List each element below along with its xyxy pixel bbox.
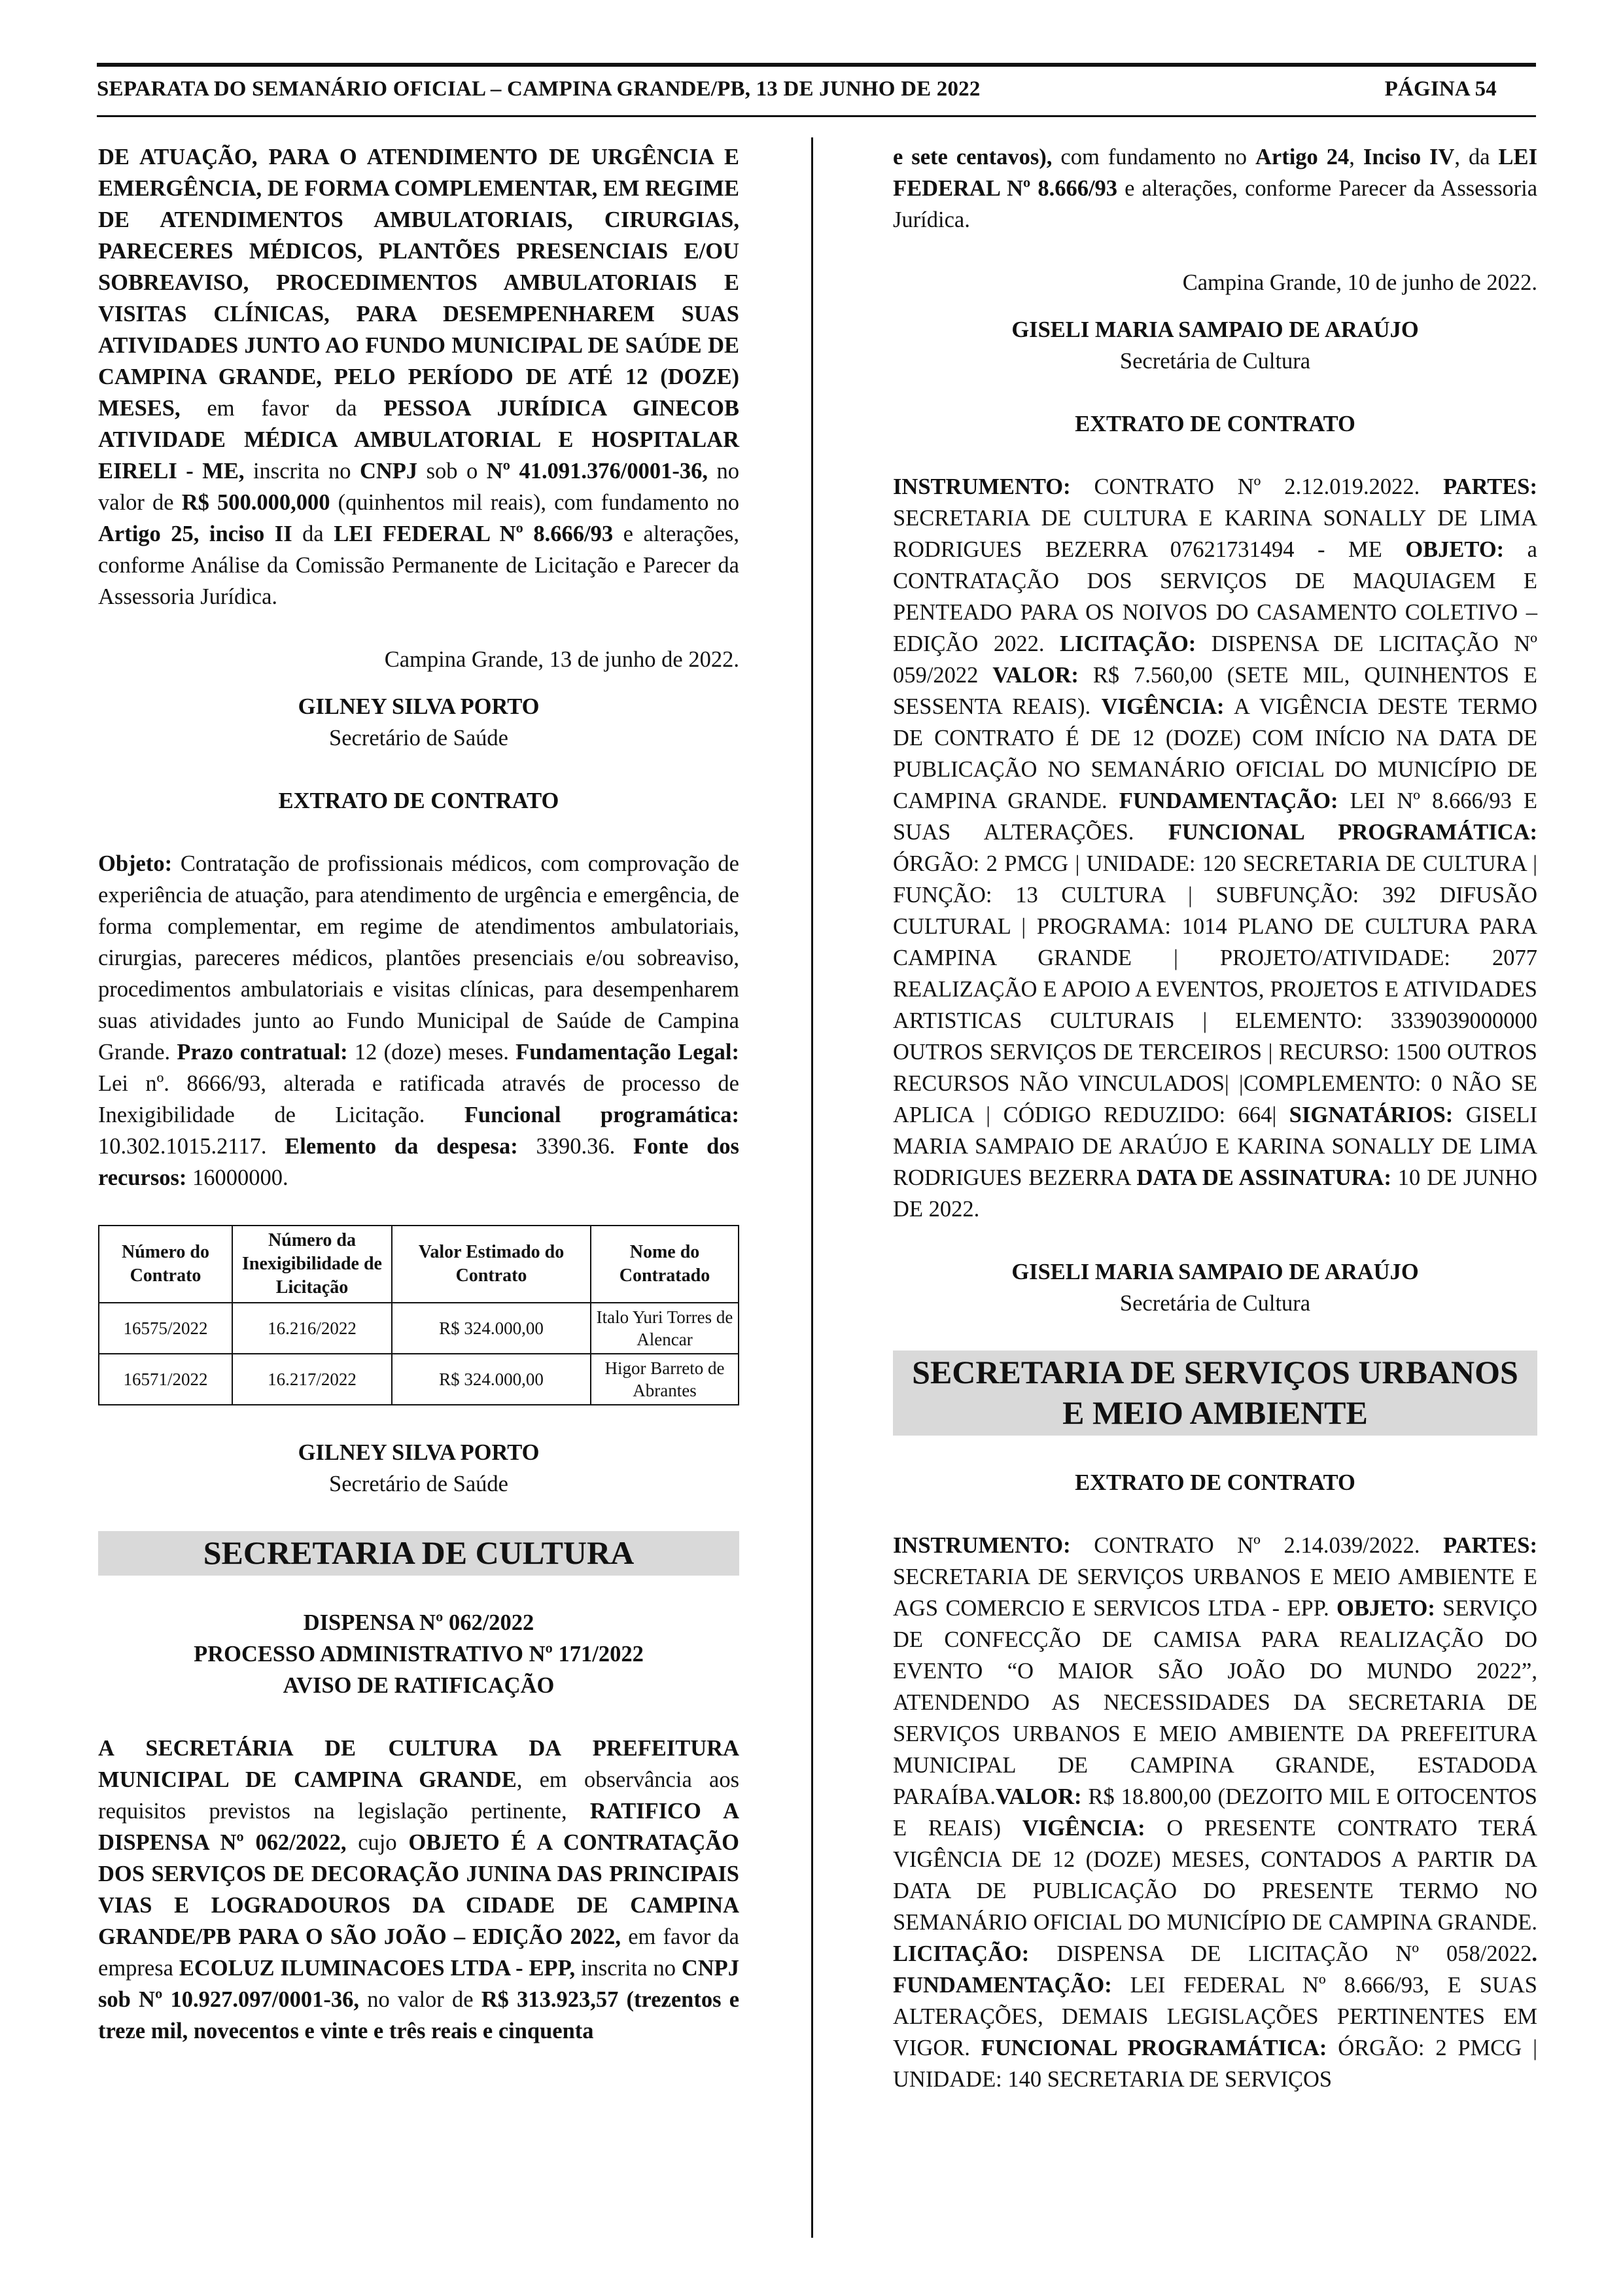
table-header-cell: Nome do Contratado <box>591 1226 739 1303</box>
signatory-role: Secretário de Saúde <box>329 1472 508 1496</box>
section-title-line: SECRETARIA DE SERVIÇOS URBANOS <box>912 1354 1518 1390</box>
ratification-continuation: e sete centavos), com fundamento no Artigo 24, Inciso IV, da LEI FEDERAL Nº 8.666/93 e alterações, conforme Parecer da Assessoria Jurídica. <box>893 145 1538 232</box>
table-header-cell: Número da Inexigibilidade de Licitação <box>232 1226 392 1303</box>
signatory-role: Secretário de Saúde <box>329 726 508 751</box>
dispensa-heading: DISPENSA Nº 062/2022 <box>303 1610 534 1635</box>
table-cell: 16571/2022 <box>99 1354 232 1405</box>
ratification-paragraph-cultura: A SECRETÁRIA DE CULTURA DA PREFEITURA MUNICIPAL DE CAMPINA GRANDE, em observância aos requisitos previstos na legislação pertinente, RATIFICO A DISPENSA Nº 062/2022, cujo OBJETO É A CONTRATAÇÃO DOS SERVIÇOS DE DECORAÇÃO JUNINA DAS PRINCIPAIS VIAS E LOGRADOUROS DA CIDADE DE CAMPINA GRANDE/PB PARA O SÃO JOÃO – EDIÇÃO 2022, em favor da empresa ECOLUZ ILUMINACOES LTDA - EPP, inscrita no CNPJ sob Nº 10.927.097/0001-36, no valor de R$ 313.923,57 (trezentos e treze mil, novecentos e vinte e três reais e cinquenta <box>98 1736 740 2043</box>
extrato-paragraph: Objeto: Contratação de profissionais médicos, com comprovação de experiência de atuação, para atendimento de urgência e emergência, de forma complementar, em regime de atendimentos ambulatoriais, cirurgias, pareceres médicos, plantões presenciais e/ou sobreaviso, procedimentos ambulatoriais e visitas clínicas, para desempenharem suas atividades junto ao Fundo Municipal de Saúde de Campina Grande. Prazo contratual: 12 (doze) meses. Fundamentação Legal: Lei nº. 8666/93, alterada e ratificada através de processo de Inexigibilidade de Licitação. Funcional programática: 10.302.1015.2117. Elemento da despesa: 3390.36. Fonte dos recursos: 16000000. <box>98 851 739 1190</box>
header-title: SEPARATA DO SEMANÁRIO OFICIAL – CAMPINA GRANDE/PB, 13 DE JUNHO DE 2022 <box>97 77 981 101</box>
signatory-role: Secretária de Cultura <box>1119 1291 1311 1316</box>
ratification-paragraph-saude: DE ATUAÇÃO, PARA O ATENDIMENTO DE URGÊNCIA E EMERGÊNCIA, DE FORMA COMPLEMENTAR, EM REGIME DE ATENDIMENTOS AMBULATORIAIS, CIRURGIAS, PARECERES MÉDICOS, PLANTÕES PRESENCIAIS E/OU SOBREAVISO, PROCEDIMENTOS AMBULATORIAIS E VISITAS CLÍNICAS, PARA DESEMPENHAREM SUAS ATIVIDADES JUNTO AO FUNDO MUNICIPAL DE SAÚDE DE CAMPINA GRANDE, PELO PERÍODO DE ATÉ 12 (DOZE) MESES, em favor da PESSOA JURÍDICA GINECOB ATIVIDADE MÉDICA AMBULATORIAL E HOSPITALAR EIRELI - ME, inscrita no CNPJ sob o Nº 41.091.376/0001-36, no valor de R$ 500.000,000 (quinhentos mil reais), com fundamento no Artigo 25, inciso II da LEI FEDERAL Nº 8.666/93 e alterações, conforme Análise da Comissão Permanente de Licitação e Parecer da Assessoria Jurídica. <box>98 145 739 609</box>
extrato-paragraph: INSTRUMENTO: CONTRATO Nº 2.12.019.2022. PARTES: SECRETARIA DE CULTURA E KARINA SONALLY DE LIMA RODRIGUES BEZERRA 07621731494 - ME OBJETO: a CONTRATAÇÃO DOS SERVIÇOS DE MAQUIAGEM E PENTEADO PARA OS NOIVOS DO CASAMENTO COLETIVO – EDIÇÃO 2022. LICITAÇÃO: DISPENSA DE LICITAÇÃO Nº 059/2022 VALOR: R$ 7.560,00 (SETE MIL, QUINHENTOS E SESSENTA REAIS). VIGÊNCIA: A VIGÊNCIA DESTE TERMO DE CONTRATO É DE 12 (DOZE) COM INÍCIO NA DATA DE PUBLICAÇÃO NO SEMANÁRIO OFICIAL DO MUNICÍPIO DE CAMPINA GRANDE. FUNDAMENTAÇÃO: LEI Nº 8.666/93 E SUAS ALTERAÇÕES. FUNCIONAL PROGRAMÁTICA: ÓRGÃO: 2 PMCG | UNIDADE: 120 SECRETARIA DE CULTURA | FUNÇÃO: 13 CULTURA | SUBFUNÇÃO: 392 DIFUSÃO CULTURAL | PROGRAMA: 1014 PLANO DE CULTURA PARA CAMPINA GRANDE | PROJETO/ATIVIDADE: 2077 REALIZAÇÃO E APOIO A EVENTOS, PROJETOS E ATIVIDADES ARTISTICAS CULTURAIS | ELEMENTO: 3339039000000 OUTROS SERVIÇOS DE TERCEIROS | RECURSO: 1500 OUTROS RECURSOS NÃO VINCULADOS| |COMPLEMENTO: 0 NÃO SE APLICA | CÓDIGO REDUZIDO: 664| SIGNATÁRIOS: GISELI MARIA SAMPAIO DE ARAÚJO E KARINA SONALLY DE LIMA RODRIGUES BEZERRA DATA DE ASSINATURA: 10 DE JUNHO DE 2022. <box>893 474 1538 1222</box>
table-cell: R$ 324.000,00 <box>392 1354 591 1405</box>
running-header <box>97 77 1536 116</box>
contracts-table <box>98 1225 739 1405</box>
table-header-row <box>99 1226 739 1303</box>
header-top-rule <box>97 63 1536 67</box>
processo-heading: PROCESSO ADMINISTRATIVO Nº 171/2022 <box>194 1642 644 1667</box>
extrato-heading: EXTRATO DE CONTRATO <box>278 788 559 813</box>
extrato-paragraph: INSTRUMENTO: CONTRATO Nº 2.14.039/2022. PARTES: SECRETARIA DE SERVIÇOS URBANOS E MEIO AMBIENTE E AGS COMERCIO E SERVICOS LTDA - EPP. OBJETO: SERVIÇO DE CONFECÇÃO DE CAMISA PARA REALIZAÇÃO DO EVENTO “O MAIOR SÃO JOÃO DO MUNDO 2022”, ATENDENDO AS NECESSIDADES DA SECRETARIA DE SERVIÇOS URBANOS E MEIO AMBIENTE DA PREFEITURA MUNICIPAL DE CAMPINA GRANDE, ESTADODA PARAÍBA.VALOR: R$ 18.800,00 (DEZOITO MIL E OITOCENTOS E REAIS) VIGÊNCIA: O PRESENTE CONTRATO TERÁ VIGÊNCIA DE 12 (DOZE) MESES, CONTADOS A PARTIR DA DATA DE PUBLICAÇÃO DO PRESENTE TERMO NO SEMANÁRIO OFICIAL DO MUNICÍPIO DE CAMPINA GRANDE. LICITAÇÃO: DISPENSA DE LICITAÇÃO Nº 058/2022. FUNDAMENTAÇÃO: LEI FEDERAL Nº 8.666/93, E SUAS ALTERAÇÕES, DEMAIS LEGISLAÇÕES PERTINENTES EM VIGOR. FUNCIONAL PROGRAMÁTICA: ÓRGÃO: 2 PMCG | UNIDADE: 140 SECRETARIA DE SERVIÇOS <box>893 1533 1537 2092</box>
table-cell: 16.216/2022 <box>232 1303 392 1354</box>
signatory-name: GILNEY SILVA PORTO <box>298 694 540 719</box>
section-banner-servicos-urbanos <box>893 1351 1537 1436</box>
table-row <box>99 1303 739 1354</box>
signatory-name: GISELI MARIA SAMPAIO DE ARAÚJO <box>1011 1260 1419 1284</box>
table-cell: 16.217/2022 <box>232 1354 392 1405</box>
table-header-cell: Valor Estimado do Contrato <box>392 1226 591 1303</box>
table-row <box>99 1354 739 1405</box>
date-line: Campina Grande, 10 de junho de 2022. <box>1182 270 1537 295</box>
right-column <box>893 141 1537 2095</box>
extrato-heading: EXTRATO DE CONTRATO <box>1075 412 1355 436</box>
table-cell: Italo Yuri Torres de Alencar <box>591 1303 739 1354</box>
section-title-line: E MEIO AMBIENTE <box>1062 1394 1368 1431</box>
table-cell: 16575/2022 <box>99 1303 232 1354</box>
column-divider <box>811 137 813 2238</box>
table-cell: Higor Barreto de Abrantes <box>591 1354 739 1405</box>
section-banner-cultura: SECRETARIA DE CULTURA <box>98 1531 739 1576</box>
table-cell: R$ 324.000,00 <box>392 1303 591 1354</box>
header-bottom-rule <box>97 115 1536 117</box>
signatory-name: GILNEY SILVA PORTO <box>298 1440 540 1465</box>
table-header-cell: Número do Contrato <box>99 1226 232 1303</box>
signatory-role: Secretária de Cultura <box>1119 349 1311 374</box>
signatory-name: GISELI MARIA SAMPAIO DE ARAÚJO <box>1011 317 1419 342</box>
date-line: Campina Grande, 13 de junho de 2022. <box>384 647 739 672</box>
aviso-heading: AVISO DE RATIFICAÇÃO <box>283 1673 555 1698</box>
left-column <box>98 141 739 2047</box>
page-number: PÁGINA 54 <box>1384 77 1497 101</box>
extrato-heading: EXTRATO DE CONTRATO <box>1075 1470 1355 1495</box>
